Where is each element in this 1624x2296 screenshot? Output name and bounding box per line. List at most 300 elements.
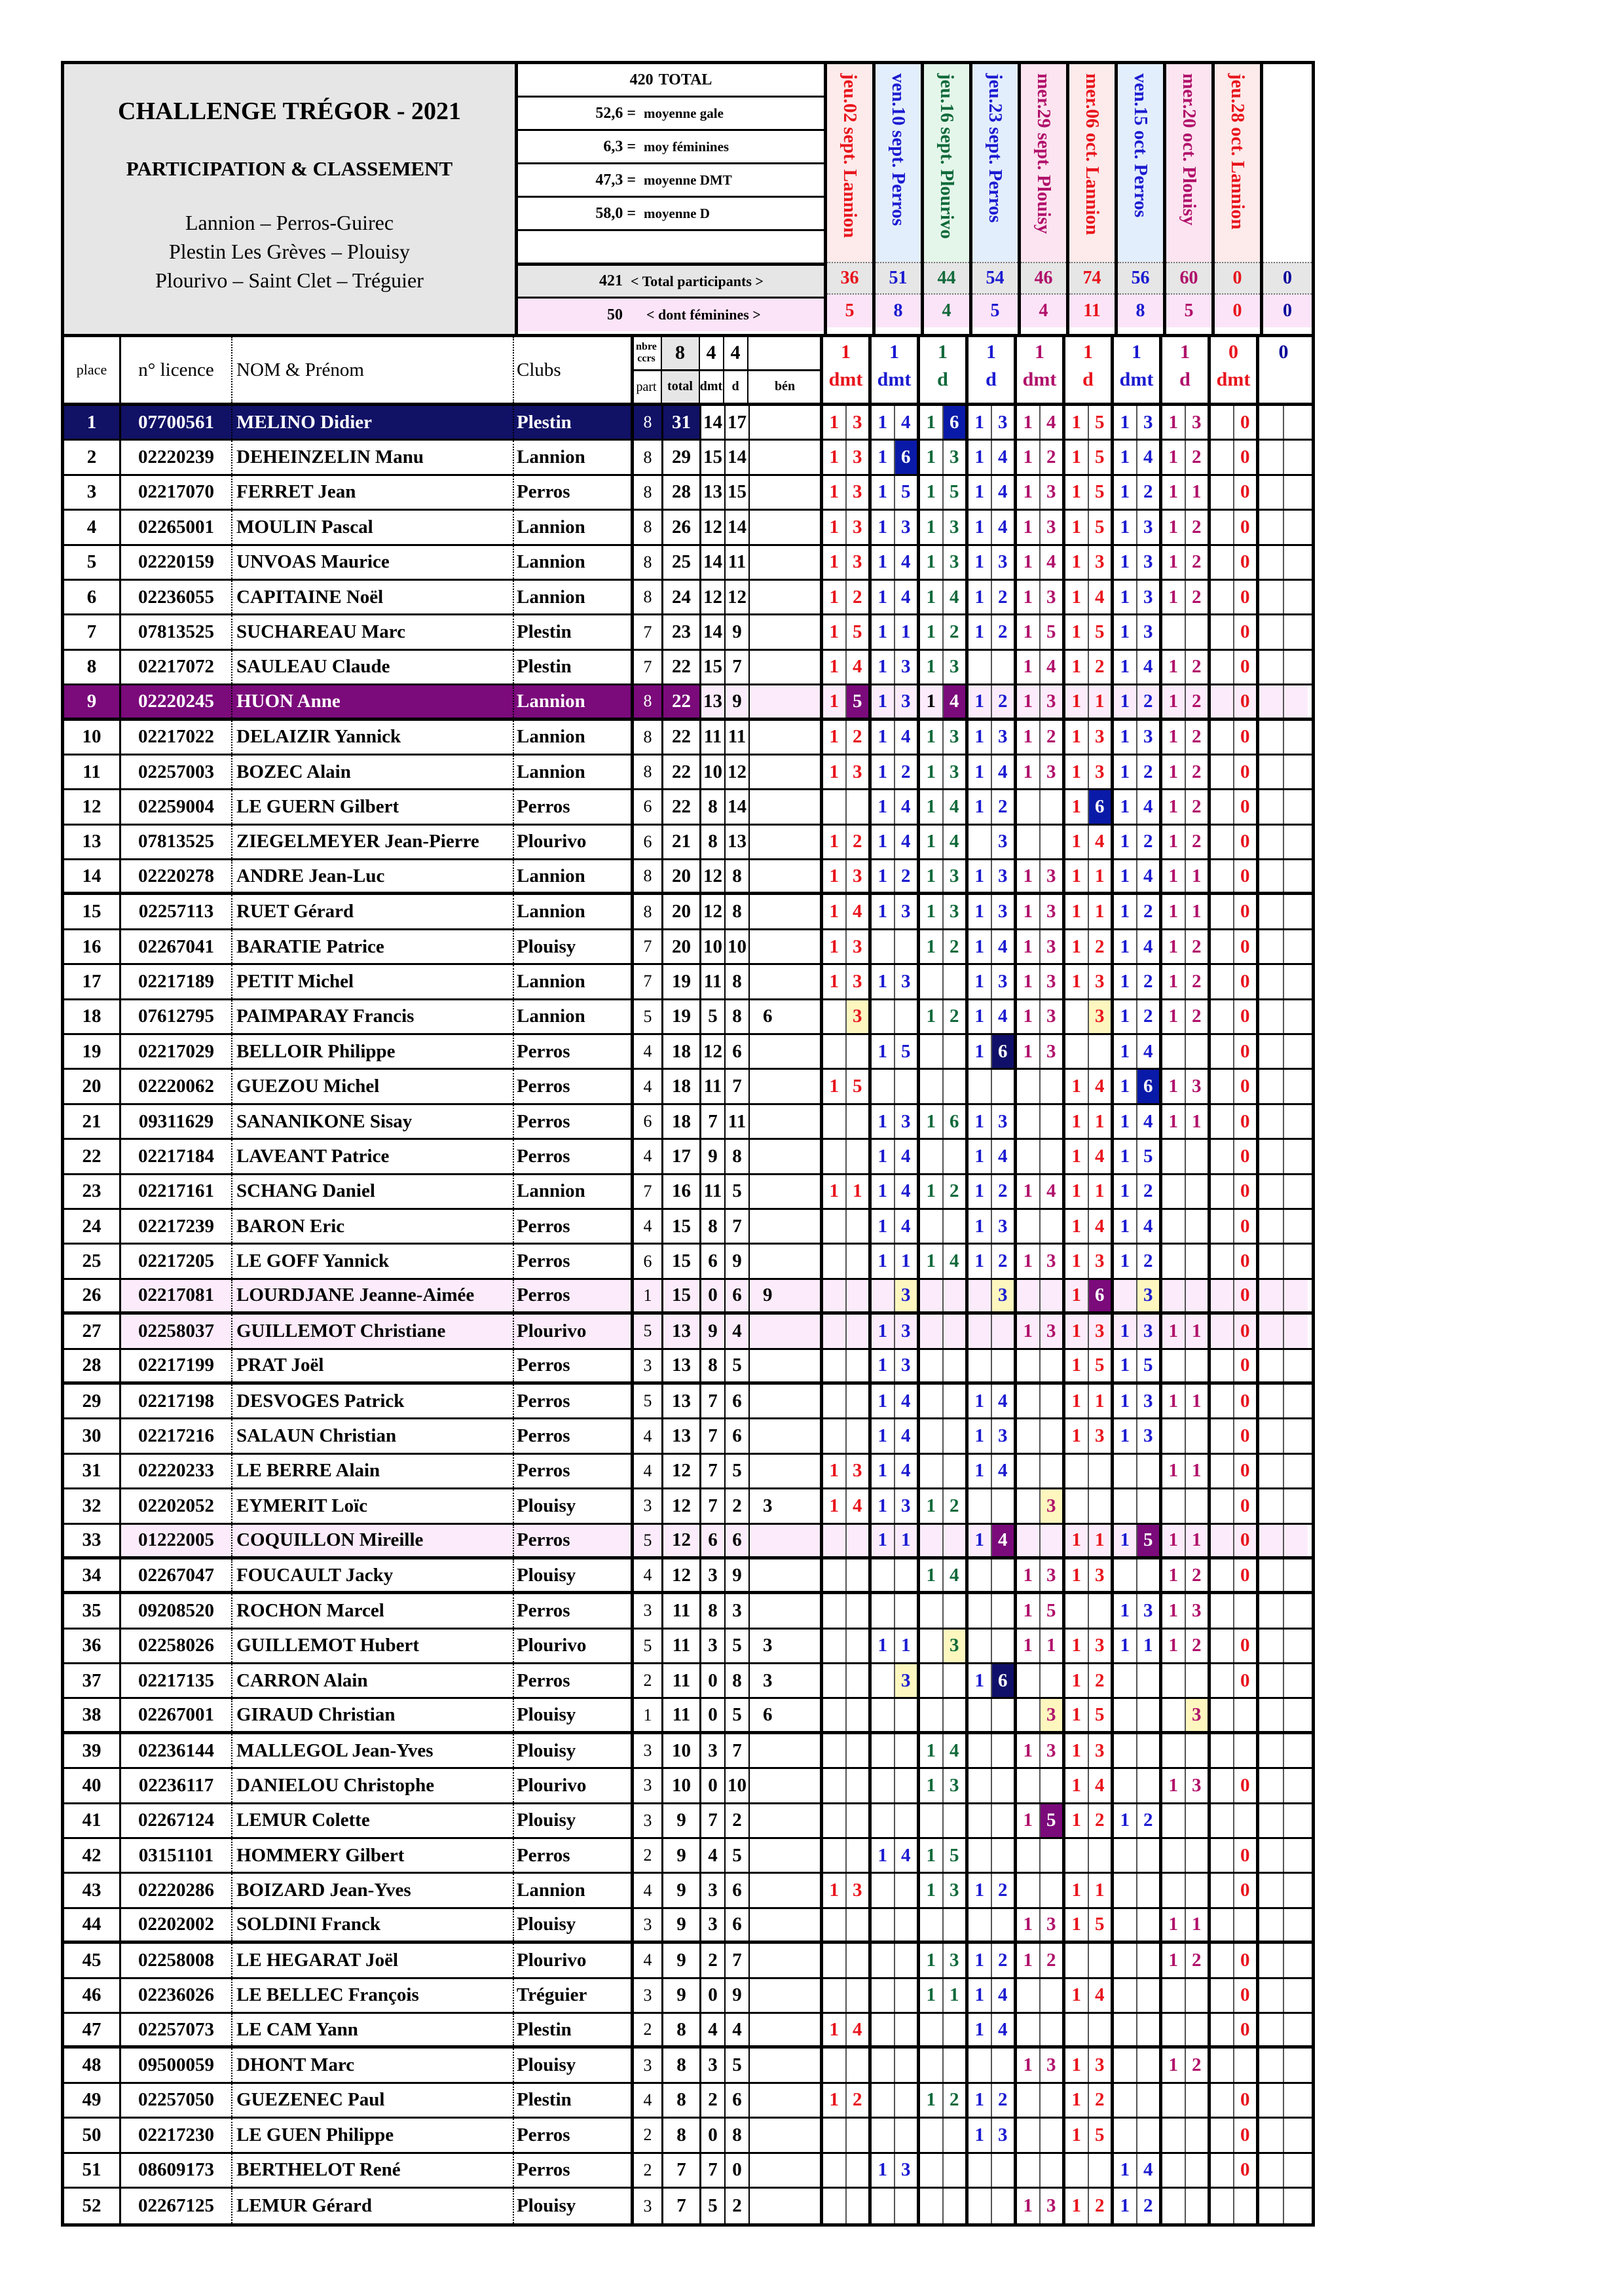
cell-total: 9	[663, 1979, 701, 2012]
event-score: 5	[1046, 1599, 1056, 1621]
event-score-cell	[1065, 1175, 1114, 1208]
event-part: 1	[920, 826, 944, 858]
cell-ben	[750, 546, 823, 579]
event-score-cell	[1162, 1455, 1211, 1487]
event-part	[823, 1105, 847, 1138]
event-part	[1211, 1839, 1234, 1872]
cell-club: Lannion	[514, 860, 634, 892]
event-score: 3	[901, 1355, 911, 1376]
event-part: 1	[1017, 546, 1041, 579]
event-part	[1162, 2014, 1186, 2045]
event-part: 1	[823, 406, 847, 439]
event-score: 1	[901, 1250, 911, 1272]
event-score: 3	[853, 551, 862, 573]
cell-licence: 07813525	[121, 615, 232, 648]
event-score-cell	[1114, 1804, 1162, 1837]
event-score-cell	[1114, 930, 1162, 963]
event-part	[823, 2189, 847, 2223]
event-part	[1211, 1385, 1234, 1417]
event-part	[1259, 685, 1284, 717]
event-part: 1	[969, 860, 992, 892]
event-score-cell	[1065, 721, 1114, 754]
event-score-cell	[1211, 2154, 1259, 2187]
event-score	[847, 1630, 869, 1662]
event-score	[1186, 615, 1208, 648]
event-score: 1	[1192, 901, 1202, 922]
cell-total: 22	[663, 756, 701, 788]
event-score	[1284, 2084, 1308, 2117]
cell-total: 20	[663, 895, 701, 928]
event-score-cell	[969, 615, 1017, 648]
event-score-cell	[1162, 1385, 1211, 1417]
event-part: 1	[1162, 1385, 1186, 1417]
event-score: 5	[1095, 621, 1105, 643]
event-score: 3	[901, 970, 911, 992]
event-score	[1284, 1455, 1308, 1487]
table-row	[64, 756, 1312, 790]
event-part: 1	[1114, 721, 1137, 754]
event-score-cell	[1114, 651, 1162, 683]
event-score-cell	[1211, 406, 1259, 439]
event-score-cell	[920, 406, 969, 439]
cell-place: 15	[64, 895, 121, 928]
event-part	[969, 651, 992, 683]
event-score	[992, 1734, 1014, 1767]
event-score	[1041, 1419, 1063, 1452]
event-score-cell	[1114, 1385, 1162, 1417]
cell-dmt: 8	[701, 826, 726, 858]
cell-total: 31	[663, 406, 701, 439]
event-score: 0	[1240, 1984, 1250, 2006]
event-score-cell	[1211, 1839, 1259, 1872]
event-type: d	[1179, 369, 1190, 390]
cell-name: ROCHON Marcel	[232, 1594, 514, 1627]
event-part	[823, 1140, 847, 1173]
event-score-cell	[1259, 1315, 1308, 1347]
event-score	[1089, 1839, 1111, 1872]
event-score: 4	[1143, 446, 1153, 468]
event-score-cell	[1017, 1979, 1065, 2012]
event-score-cell	[872, 1769, 920, 1802]
event-part	[1259, 1944, 1284, 1977]
event-score	[1041, 1210, 1063, 1243]
event-score	[1186, 1175, 1208, 1208]
cell-licence: 02217189	[121, 965, 232, 998]
cell-name: SOLDINI Franck	[232, 1909, 514, 1941]
event-score: 3	[1095, 2054, 1105, 2076]
event-score-cell	[1065, 511, 1114, 543]
event-score: 5	[1143, 1145, 1153, 1167]
event-score: 0	[1240, 1425, 1250, 1447]
event-score-cell	[1211, 476, 1259, 509]
cell-name: LE GOFF Yannick	[232, 1245, 514, 1277]
event-score: 3	[853, 516, 862, 538]
cell-licence: 02217022	[121, 721, 232, 754]
event-score: 2	[998, 1949, 1008, 1971]
event-part: 1	[969, 1979, 992, 2012]
event-part	[1259, 1105, 1284, 1138]
cell-licence: 02220062	[121, 1070, 232, 1102]
stat-blank	[518, 231, 824, 266]
event-score-cell	[872, 2084, 920, 2117]
event-score: 3	[1095, 1425, 1105, 1447]
event-score-cell	[969, 1489, 1017, 1522]
cell-club: Lannion	[514, 1000, 634, 1033]
event-score: 0	[1240, 551, 1250, 573]
cell-part: 3	[634, 1979, 663, 2012]
event-score-cell	[1211, 1525, 1259, 1556]
event-score-cell	[1017, 1000, 1065, 1033]
event-score-cell	[1162, 895, 1211, 928]
event-score-cell	[1259, 1070, 1308, 1102]
event-part	[1065, 1839, 1089, 1872]
table-row	[64, 1979, 1312, 2014]
event-score-cell	[1259, 1699, 1308, 1730]
event-coef: 0	[1278, 341, 1289, 363]
event-score-cell	[872, 721, 920, 754]
event-score-cell	[1114, 756, 1162, 788]
event-part: 1	[969, 1000, 992, 1033]
event-score-cell	[920, 546, 969, 579]
event-score: 2	[1143, 1006, 1153, 1027]
event-label: jeu.23 sept. Perros	[972, 64, 1018, 262]
event-part	[1211, 1315, 1234, 1347]
event-part	[872, 1804, 895, 1837]
event-part	[1162, 615, 1186, 648]
event-part: 1	[1114, 1804, 1137, 1837]
event-score: 4	[998, 1006, 1008, 1027]
event-score-cell	[1065, 441, 1114, 473]
event-score-cell	[920, 1489, 969, 1522]
event-part: 1	[823, 581, 847, 613]
cell-licence: 02217161	[121, 1175, 232, 1208]
event-score: 0	[1240, 1076, 1250, 1097]
cell-d: 7	[726, 1944, 750, 1977]
table-row	[64, 1175, 1312, 1210]
event-score-cell	[920, 651, 969, 683]
cell-ben	[750, 1350, 823, 1381]
cell-ben	[750, 1035, 823, 1068]
event-part	[823, 1525, 847, 1556]
event-score: 0	[1240, 1460, 1250, 1482]
event-score-cell	[969, 1944, 1017, 1977]
event-part: 1	[1017, 2049, 1041, 2081]
event-part: 1	[969, 1874, 992, 1906]
event-score	[1284, 685, 1308, 717]
cell-place: 42	[64, 1839, 121, 1872]
event-score: 0	[1240, 481, 1250, 503]
event-type: dmt	[1119, 369, 1154, 390]
event-score-cell	[1211, 1874, 1259, 1906]
event-part: 1	[1017, 581, 1041, 613]
event-score: 3	[1046, 1320, 1056, 1341]
event-score-cell	[1162, 1594, 1211, 1627]
cell-total: 24	[663, 581, 701, 613]
event-score-cell	[920, 1874, 969, 1906]
table-row	[64, 2084, 1312, 2119]
event-part	[1259, 1140, 1284, 1173]
event-score-cell	[969, 1664, 1017, 1697]
event-part	[1065, 1035, 1089, 1068]
event-part	[1211, 860, 1234, 892]
event-score: 3	[950, 901, 959, 922]
event-score-cell	[1114, 546, 1162, 579]
event-score-cell	[1162, 790, 1211, 823]
event-score-cell	[969, 1070, 1017, 1102]
event-score: 0	[1240, 761, 1250, 782]
cell-name: MALLEGOL Jean-Yves	[232, 1734, 514, 1767]
event-headers	[827, 64, 1312, 334]
cell-d: 5	[726, 1175, 750, 1208]
cell-dmt: 8	[701, 1210, 726, 1243]
event-score-cell	[920, 1734, 969, 1767]
event-part	[1211, 1559, 1234, 1591]
event-score-cell	[1065, 1210, 1114, 1243]
event-score-cell	[1259, 2189, 1308, 2223]
event-score: 3	[998, 726, 1008, 748]
event-part: 1	[1114, 930, 1137, 963]
event-score-cell	[969, 1769, 1017, 1802]
cell-licence: 02220159	[121, 546, 232, 579]
event-score-cell	[1017, 1035, 1065, 1068]
event-score	[1284, 1315, 1308, 1347]
event-score-cell	[1162, 860, 1211, 892]
event-part	[1114, 1944, 1137, 1977]
event-score	[944, 1455, 966, 1487]
event-part: 1	[969, 2014, 992, 2045]
event-score-cell	[1162, 1070, 1211, 1102]
event-part	[1017, 1979, 1041, 2012]
event-part: 1	[969, 721, 992, 754]
event-score-cell	[1114, 1734, 1162, 1767]
cell-dmt: 12	[701, 860, 726, 892]
event-score	[1186, 1979, 1208, 2012]
event-score	[847, 790, 869, 823]
event-part	[823, 1909, 847, 1941]
event-score-cell	[823, 1035, 872, 1068]
event-score-cell	[920, 1944, 969, 1977]
event-score-cell	[1259, 1210, 1308, 1243]
event-score-cell	[872, 790, 920, 823]
event-score	[1284, 615, 1308, 648]
event-score-cell	[872, 1140, 920, 1173]
event-column-header	[1263, 64, 1312, 334]
cell-part: 8	[634, 895, 663, 928]
event-part: 1	[1065, 476, 1089, 509]
cell-licence: 02217135	[121, 1664, 232, 1697]
event-score-cell	[920, 2084, 969, 2117]
table-row	[64, 651, 1312, 685]
cell-place: 10	[64, 721, 121, 754]
event-coef-header	[823, 337, 872, 403]
table-row	[64, 930, 1312, 965]
event-part: 1	[1065, 2049, 1089, 2081]
event-score-cell	[1114, 790, 1162, 823]
event-score-cell	[1259, 1419, 1308, 1452]
table-row	[64, 1734, 1312, 1769]
event-part: 1	[1114, 1419, 1137, 1452]
event-score-cell	[872, 2014, 920, 2045]
event-score: 0	[1240, 1495, 1250, 1516]
event-score-cell	[1114, 1455, 1162, 1487]
cell-part: 4	[634, 1455, 663, 1487]
event-part: 1	[1065, 930, 1089, 963]
event-coef: 0	[1228, 341, 1238, 363]
event-score-cell	[1114, 1594, 1162, 1627]
table-row	[64, 511, 1312, 545]
event-score-cell	[1259, 1664, 1308, 1697]
event-score: 2	[1192, 1635, 1202, 1656]
table-row	[64, 1559, 1312, 1594]
event-part	[823, 1594, 847, 1627]
event-score: 1	[1095, 1529, 1105, 1551]
event-part	[1211, 721, 1234, 754]
event-feminines: 4	[924, 295, 969, 327]
event-score-cell	[1065, 1105, 1114, 1138]
event-part: 1	[823, 1874, 847, 1906]
event-type: dmt	[1022, 369, 1057, 390]
event-part	[1259, 965, 1284, 998]
event-score: 0	[1240, 1564, 1250, 1586]
event-part	[1259, 1664, 1284, 1697]
event-part	[1211, 1630, 1234, 1662]
event-score-cell	[823, 2119, 872, 2151]
cell-total: 20	[663, 930, 701, 963]
event-score-cell	[1065, 1559, 1114, 1591]
event-part	[1162, 1489, 1186, 1522]
event-score: 4	[901, 1215, 911, 1237]
event-score-cell	[1211, 1769, 1259, 1802]
cell-place: 41	[64, 1804, 121, 1837]
event-score-cell	[969, 546, 1017, 579]
event-feminines: 0	[1263, 295, 1312, 327]
event-score	[895, 1734, 917, 1767]
event-part	[1259, 1734, 1284, 1767]
event-score: 3	[998, 970, 1008, 992]
cell-dmt: 5	[701, 2189, 726, 2223]
event-part	[1211, 615, 1234, 648]
event-score-cell	[823, 2154, 872, 2187]
event-part: 1	[1162, 1070, 1186, 1102]
event-score-cell	[1017, 1070, 1065, 1102]
event-part	[1211, 2084, 1234, 2117]
event-part	[1114, 1769, 1137, 1802]
cell-d: 9	[726, 1245, 750, 1277]
event-feminines: 0	[1215, 295, 1260, 327]
event-score: 3	[1046, 2054, 1056, 2076]
cell-club: Plourivo	[514, 1944, 634, 1977]
event-score-cell	[1017, 2119, 1065, 2151]
event-part: 1	[1065, 1385, 1089, 1417]
event-score-cell	[1162, 1000, 1211, 1033]
cell-name: LE GUEN Philippe	[232, 2119, 514, 2151]
event-score-cell	[1211, 826, 1259, 858]
cell-part: 7	[634, 1175, 663, 1208]
event-part: 1	[1114, 860, 1137, 892]
event-score-cell	[1017, 1909, 1065, 1941]
cell-licence: 02236026	[121, 1979, 232, 2012]
event-score-cell	[1065, 2189, 1114, 2223]
event-score-cell	[1211, 441, 1259, 473]
cell-ben	[750, 1385, 823, 1417]
event-score-cell	[1162, 2049, 1211, 2081]
event-coef-header	[1065, 337, 1114, 403]
event-score-cell	[872, 511, 920, 543]
ranking-sheet	[61, 61, 1315, 2227]
event-part: 1	[920, 1559, 944, 1591]
event-part	[1211, 1140, 1234, 1173]
event-part	[920, 1070, 944, 1102]
event-score-cell	[1065, 1804, 1114, 1837]
event-score-cell	[872, 1070, 920, 1102]
event-part	[1211, 2049, 1234, 2081]
cell-licence: 02257113	[121, 895, 232, 928]
event-score-cell	[1017, 581, 1065, 613]
cell-club: Perros	[514, 1245, 634, 1277]
event-part: 1	[1114, 1070, 1137, 1102]
event-score-cell	[1017, 651, 1065, 683]
cell-d: 5	[726, 1350, 750, 1381]
event-score	[944, 965, 966, 998]
event-part	[872, 1734, 895, 1767]
event-score: 2	[998, 795, 1008, 817]
cell-dmt: 8	[701, 1594, 726, 1627]
event-score: 2	[1192, 795, 1202, 817]
event-part	[1259, 1979, 1284, 2012]
event-part: 1	[823, 1070, 847, 1102]
event-feminines: 4	[1021, 295, 1066, 327]
event-score: 0	[1240, 621, 1250, 643]
event-score	[1137, 1699, 1160, 1730]
cell-club: Perros	[514, 1350, 634, 1381]
event-part	[920, 2119, 944, 2151]
event-part	[969, 1594, 992, 1627]
event-part	[823, 1350, 847, 1381]
event-score-cell	[1162, 1105, 1211, 1138]
event-score-cell	[1162, 651, 1211, 683]
event-score: 2	[998, 586, 1008, 608]
cell-d: 7	[726, 1210, 750, 1243]
event-part	[1017, 826, 1041, 858]
event-score-cell	[1259, 615, 1308, 648]
event-score: 5	[853, 621, 862, 643]
cell-part: 3	[634, 1909, 663, 1941]
event-score: 4	[853, 656, 862, 678]
event-score: 2	[1192, 586, 1202, 608]
table-row	[64, 2049, 1312, 2083]
event-score: 0	[1240, 1949, 1250, 1971]
event-part	[1162, 1699, 1186, 1730]
event-score: 4	[1143, 1040, 1153, 1062]
event-part	[1259, 1419, 1284, 1452]
event-participants: 54	[972, 262, 1018, 295]
event-score: 4	[998, 1390, 1008, 1412]
event-part	[1259, 756, 1284, 788]
event-score: 4	[1095, 1215, 1105, 1237]
event-score-cell	[872, 1630, 920, 1662]
event-part: 1	[823, 476, 847, 509]
event-score-cell	[872, 1000, 920, 1033]
cell-ben: 9	[750, 1280, 823, 1311]
event-score-cell	[1259, 2014, 1308, 2045]
event-score: 2	[998, 1250, 1008, 1272]
event-score: 4	[998, 1984, 1008, 2006]
event-score: 0	[1240, 690, 1250, 712]
event-score	[1284, 1804, 1308, 1837]
event-part: 1	[1065, 441, 1089, 473]
event-score: 5	[901, 1040, 911, 1062]
cell-licence: 07612795	[121, 1000, 232, 1033]
